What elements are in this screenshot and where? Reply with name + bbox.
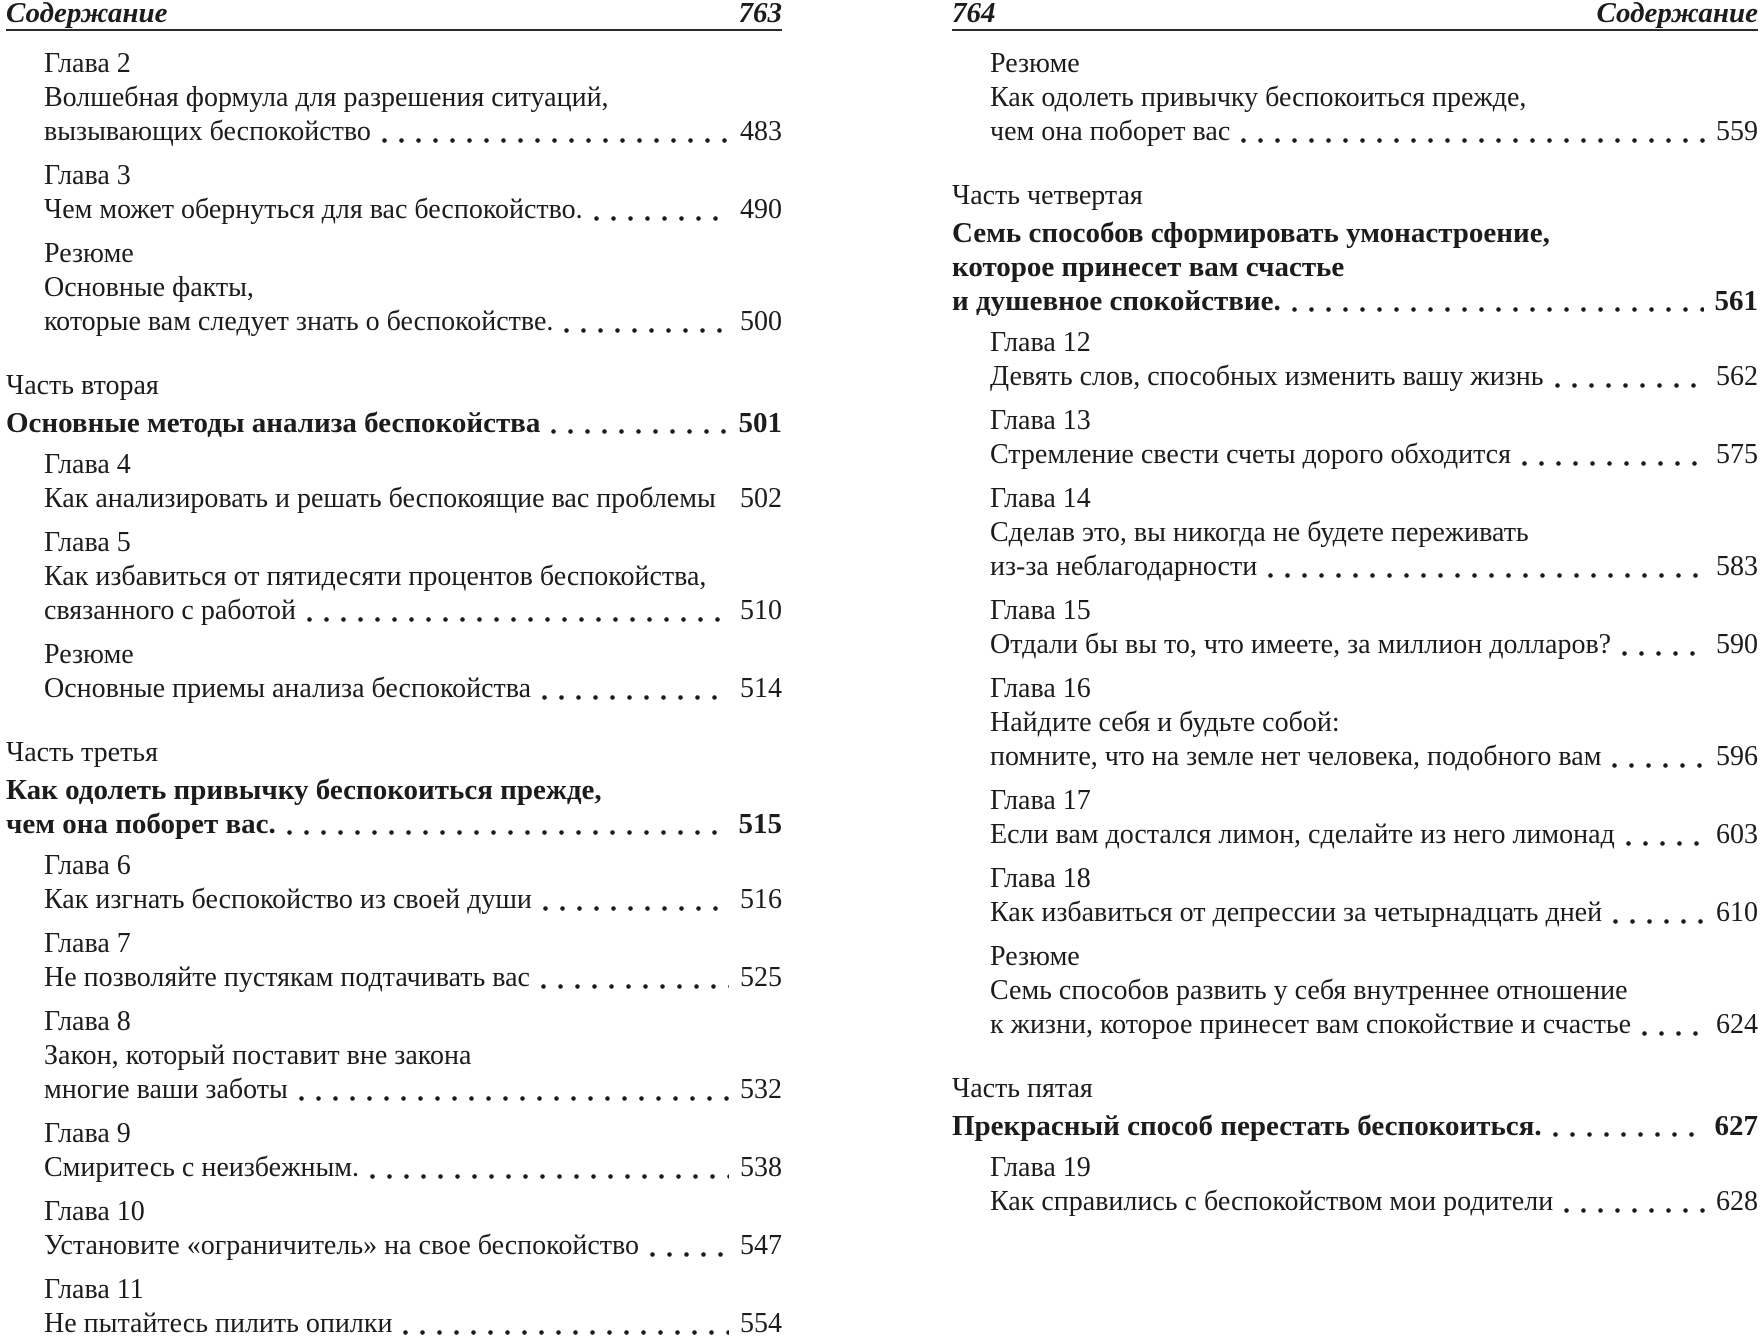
chapter-label: Резюме — [44, 238, 134, 269]
dot-leader — [1257, 550, 1716, 584]
entry-title-line: чем она поборет вас — [990, 116, 1231, 147]
chapter-label: Глава 14 — [990, 483, 1091, 514]
toc-row — [990, 896, 1758, 930]
chapter-label: Резюме — [44, 639, 134, 670]
entry-title-line: Сделав это, вы никогда не будете переживать — [990, 517, 1529, 548]
toc-entry — [990, 404, 1758, 472]
toc-entry — [990, 326, 1758, 394]
page-number: 763 — [738, 0, 782, 29]
part-title — [6, 773, 782, 841]
toc-entry — [990, 594, 1758, 662]
page-ref: 627 — [1714, 1110, 1758, 1142]
entry-title-line: Как избавиться от депрессии за четырнадцать дней — [990, 897, 1603, 928]
page-ref: 596 — [1716, 741, 1758, 772]
toc-entry — [44, 1195, 782, 1263]
chapter-label: Резюме — [990, 48, 1080, 79]
entry-title-line: Как анализировать и решать беспокоящие вас проблемы — [44, 483, 716, 514]
toc-row — [990, 628, 1758, 662]
toc-row — [44, 305, 782, 339]
dot-leader — [296, 594, 740, 628]
toc-entry — [990, 47, 1758, 149]
page-ref: 610 — [1716, 897, 1758, 928]
entry-title-line: Основные методы анализа беспокойства — [6, 407, 541, 439]
page-ref: 562 — [1716, 361, 1758, 392]
page-ref: 516 — [740, 884, 782, 915]
entry-title-line: и душевное спокойствие. — [952, 285, 1281, 317]
page-ref: 538 — [740, 1152, 782, 1183]
toc-row — [952, 1109, 1758, 1143]
dot-leader — [288, 1073, 740, 1107]
toc-entry — [990, 1151, 1758, 1219]
entry-title-line: чем она поборет вас. — [6, 808, 276, 840]
chapter-label: Глава 15 — [990, 595, 1091, 626]
page-ref: 500 — [740, 306, 782, 337]
toc-entry — [990, 862, 1758, 930]
toc-row — [990, 360, 1758, 394]
dot-leader — [1601, 740, 1716, 774]
dot-leader — [1553, 1185, 1716, 1219]
entry-title-line: Не пытайтесь пилить опилки — [44, 1308, 393, 1338]
part-label: Часть четвертая — [952, 180, 1143, 211]
toc-row — [990, 1008, 1758, 1042]
dot-leader — [1544, 360, 1716, 394]
toc-row — [44, 1073, 782, 1107]
part-label: Часть вторая — [6, 370, 159, 401]
toc-row — [44, 1229, 782, 1263]
page-ref: 514 — [740, 673, 782, 704]
page-ref: 532 — [740, 1074, 782, 1105]
part-title — [952, 1109, 1758, 1143]
entry-title-line: многие ваши заботы — [44, 1074, 288, 1105]
toc-entry — [990, 940, 1758, 1042]
toc-row — [990, 550, 1758, 584]
toc-row — [44, 482, 782, 516]
toc-entry — [44, 1117, 782, 1185]
chapter-label: Глава 11 — [44, 1274, 144, 1305]
page-ref: 501 — [738, 407, 782, 439]
page-ref: 515 — [738, 808, 782, 840]
chapter-label: Глава 12 — [990, 327, 1091, 358]
chapter-label: Глава 7 — [44, 928, 131, 959]
chapter-label: Глава 6 — [44, 850, 131, 881]
part-label: Часть третья — [6, 737, 158, 768]
left-page-entries — [6, 31, 782, 1338]
dot-leader — [359, 1151, 740, 1185]
toc-row — [44, 672, 782, 706]
toc-row — [6, 406, 782, 440]
toc-entry — [44, 1273, 782, 1338]
chapter-label: Глава 8 — [44, 1006, 131, 1037]
toc-entry — [44, 237, 782, 339]
dot-leader — [1511, 438, 1716, 472]
entry-title-line: Если вам достался лимон, сделайте из него лимонад — [990, 819, 1615, 850]
chapter-label: Глава 3 — [44, 160, 131, 191]
toc-row — [44, 961, 782, 995]
chapter-label: Резюме — [990, 941, 1080, 972]
chapter-label: Глава 9 — [44, 1118, 131, 1149]
entry-title-line: Найдите себя и будьте собой: — [990, 707, 1340, 738]
chapter-label: Глава 17 — [990, 785, 1091, 816]
right-page-entries — [952, 31, 1758, 1219]
entry-title-line: Смиритесь с неизбежным. — [44, 1152, 359, 1183]
dot-leader — [540, 406, 738, 440]
entry-title-line: Стремление свести счеты дорого обходится — [990, 439, 1511, 470]
chapter-label: Глава 2 — [44, 48, 131, 79]
dot-leader — [371, 115, 740, 149]
toc-row — [990, 115, 1758, 149]
entry-title-line: Семь способов развить у себя внутреннее отношение — [990, 975, 1628, 1006]
part-title — [6, 406, 782, 440]
chapter-label: Глава 19 — [990, 1152, 1091, 1183]
toc-row — [44, 115, 782, 149]
toc-row — [952, 284, 1758, 318]
dot-leader — [531, 672, 740, 706]
entry-title-line: Установите «ограничитель» на свое беспокойство — [44, 1230, 640, 1261]
entry-title-line: Как справились с беспокойством мои родители — [990, 1186, 1554, 1217]
entry-title-line: Основные факты, — [44, 272, 254, 303]
toc-entry — [44, 47, 782, 149]
toc-entry — [44, 927, 782, 995]
toc-entry — [990, 672, 1758, 774]
part-title — [952, 216, 1758, 318]
toc-entry — [44, 526, 782, 628]
chapter-label: Глава 13 — [990, 405, 1091, 436]
dot-leader — [1281, 284, 1715, 318]
toc-row — [6, 807, 782, 841]
entry-title-line: связанного с работой — [44, 595, 296, 626]
entry-title-line: к жизни, которое принесет вам спокойствие и счастье — [990, 1009, 1632, 1040]
part-title-line: Семь способов сформировать умонастроение, — [952, 217, 1550, 249]
page-ref: 603 — [1716, 819, 1758, 850]
entry-title-line: Прекрасный способ перестать беспокоиться. — [952, 1110, 1542, 1142]
chapter-label: Глава 16 — [990, 673, 1091, 704]
dot-leader — [1230, 115, 1716, 149]
toc-entry — [990, 482, 1758, 584]
page-ref: 502 — [740, 483, 782, 514]
entry-title-line: Как избавиться от пятидесяти процентов беспокойства, — [44, 561, 707, 592]
toc-row — [990, 740, 1758, 774]
entry-title-line: вызывающих беспокойство — [44, 116, 371, 147]
entry-title-line: Закон, который поставит вне закона — [44, 1040, 472, 1071]
dot-leader — [1611, 628, 1716, 662]
toc-row — [44, 1307, 782, 1338]
entry-title-line: Отдали бы вы то, что имеете, за миллион долларов? — [990, 629, 1612, 660]
page-ref: 583 — [1716, 551, 1758, 582]
entry-title-line: Девять слов, способных изменить вашу жизнь — [990, 361, 1544, 392]
chapter-label: Глава 10 — [44, 1196, 145, 1227]
entry-title-line: Основные приемы анализа беспокойства — [44, 673, 532, 704]
page-ref: 483 — [740, 116, 782, 147]
entry-title-line: из-за неблагодарности — [990, 551, 1258, 582]
toc-row — [44, 193, 782, 227]
entry-title-line: помните, что на земле нет человека, подобного вам — [990, 741, 1602, 772]
entry-title-line: которые вам следует знать о беспокойстве. — [44, 306, 554, 337]
dot-leader — [639, 1229, 740, 1263]
left-page-header — [6, 0, 782, 31]
toc-row — [44, 883, 782, 917]
dot-leader — [583, 193, 740, 227]
toc-row — [990, 1185, 1758, 1219]
toc-entry — [990, 784, 1758, 852]
running-title: Содержание — [6, 0, 168, 29]
dot-leader — [1542, 1109, 1715, 1143]
entry-title-line: Как одолеть привычку беспокоиться прежде, — [990, 82, 1527, 113]
page-ref: 554 — [740, 1308, 782, 1338]
page-ref: 525 — [740, 962, 782, 993]
dot-leader — [530, 961, 740, 995]
toc-entry — [44, 849, 782, 917]
entry-title-line: Волшебная формула для разрешения ситуаций, — [44, 82, 609, 113]
dot-leader — [392, 1307, 740, 1338]
toc-row — [44, 594, 782, 628]
toc-entry — [44, 1005, 782, 1107]
page-ref: 547 — [740, 1230, 782, 1261]
toc-row — [990, 438, 1758, 472]
toc-row — [990, 818, 1758, 852]
entry-title-line: Чем может обернуться для вас беспокойство. — [44, 194, 583, 225]
dot-leader — [1631, 1008, 1716, 1042]
dot-leader — [532, 883, 740, 917]
page-ref: 590 — [1716, 629, 1758, 660]
right-page-header — [952, 0, 1758, 31]
page-ref: 575 — [1716, 439, 1758, 470]
entry-title-line: Как изгнать беспокойство из своей души — [44, 884, 532, 915]
dot-leader — [1602, 896, 1716, 930]
entry-title-line: Не позволяйте пустякам подтачивать вас — [44, 962, 530, 993]
part-title-line: которое принесет вам счастье — [952, 251, 1345, 283]
dot-leader — [553, 305, 740, 339]
dot-leader — [716, 482, 740, 516]
page-ref: 510 — [740, 595, 782, 626]
chapter-label: Глава 4 — [44, 449, 131, 480]
part-label: Часть пятая — [952, 1073, 1093, 1104]
toc-entry — [44, 638, 782, 706]
page-ref: 490 — [740, 194, 782, 225]
toc-entry — [44, 159, 782, 227]
chapter-label: Глава 5 — [44, 527, 131, 558]
toc-entry — [44, 448, 782, 516]
page-ref: 624 — [1716, 1009, 1758, 1040]
part-title-line: Как одолеть привычку беспокоиться прежде, — [6, 774, 602, 806]
dot-leader — [276, 807, 739, 841]
left-page — [6, 0, 782, 1338]
page-ref: 559 — [1716, 116, 1758, 147]
toc-row — [44, 1151, 782, 1185]
page-number: 764 — [952, 0, 996, 29]
page-ref: 561 — [1714, 285, 1758, 317]
page-ref: 628 — [1716, 1186, 1758, 1217]
chapter-label: Глава 18 — [990, 863, 1091, 894]
running-title: Содержание — [1596, 0, 1758, 29]
right-page — [952, 0, 1758, 1229]
dot-leader — [1615, 818, 1716, 852]
